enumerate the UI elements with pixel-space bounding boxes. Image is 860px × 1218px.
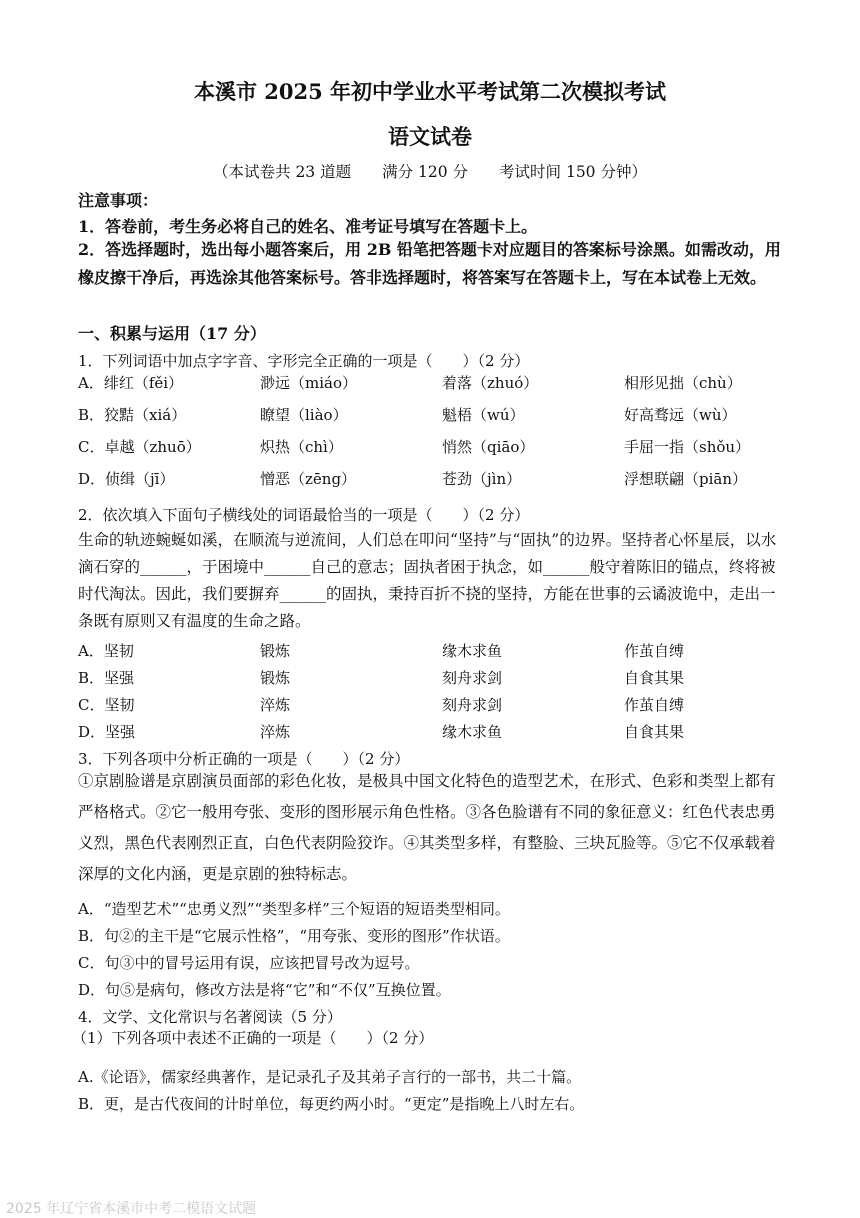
q1-option-d-1: D．侦缉（jī）: [78, 470, 175, 488]
q1-option-c-3: 悄然（qiāo）: [442, 438, 535, 456]
section-heading: 一、积累与运用（17 分）: [78, 324, 266, 343]
exam-title: 本溪市 2025 年初中学业水平考试第二次模拟考试: [193, 79, 667, 104]
question-3-passage: ①京剧脸谱是京剧演员面部的彩色化妆，是极具中国文化特色的造型艺术，在形式、色彩和类型上都有严格格式。②它一般用夸张、变形的图形展示角色性格。③各色脸谱有不同的象征意义：红色代表忠勇义烈，黑色代表刚烈正直，白色代表阴险狡诈。④其类型多样，有整脸、三块瓦脸等。⑤它不仅承载着深厚的文化内涵，更是京剧的独特标志。: [78, 772, 776, 883]
q2-option-a-2: 锻炼: [260, 642, 291, 660]
subject-title: 语文试卷: [388, 124, 472, 149]
q2-option-c-4: 作茧自缚: [624, 696, 685, 714]
q2-option-d-4: 自食其果: [624, 723, 685, 741]
q2-option-c-3: 刻舟求剑: [442, 696, 503, 714]
q1-option-c-4: 手屈一指（shǒu）: [624, 438, 751, 456]
q4-option-b: B．更，是古代夜间的计时单位，每更约两小时。“更定”是指晚上八时左右。: [78, 1095, 585, 1113]
q2-option-b-1: B．坚强: [78, 669, 135, 687]
q2-option-c-1: C．坚韧: [78, 696, 135, 714]
q1-option-b-1: B．狡黠（xiá）: [78, 406, 187, 424]
q2-option-d-3: 缘木求鱼: [442, 723, 503, 741]
q1-option-c-1: C．卓越（zhuō）: [78, 438, 201, 456]
q1-option-d-3: 苍劲（jìn）: [442, 470, 522, 488]
question-4-sub1: （1）下列各项中表述不正确的一项是（ ）（2 分）: [72, 1029, 434, 1047]
q2-option-b-4: 自食其果: [624, 669, 685, 687]
q3-option-c: C．句③中的冒号运用有误，应该把冒号改为逗号。: [78, 954, 420, 972]
notice-heading: 注意事项：: [78, 191, 159, 210]
exam-info: （本试卷共 23 道题 满分 120 分 考试时间 150 分钟）: [213, 163, 647, 181]
q3-option-d: D．句⑤是病句，修改方法是将“它”和“不仅”互换位置。: [78, 981, 451, 999]
question-2-passage: 生命的轨迹蜿蜒如溪，在顺流与逆流间，人们总在叩问“坚持”与“固执”的边界。坚持者心怀星辰，以水滴石穿的______，于困境中______自己的意志；固执者困于执念，如______般守着陈旧的锚点，终将被时代淘汰。因此，我们要摒弃______的固执，秉持百折不挠的坚持，方能在世事的云谲波诡中，走出一条既有原则又有温度的生命之路。: [78, 531, 777, 630]
q1-option-c-2: 炽热（chì）: [260, 438, 343, 456]
notice-item-1: 1．答卷前，考生务必将自己的姓名、准考证号填写在答题卡上。: [78, 217, 538, 236]
q2-option-a-4: 作茧自缚: [624, 642, 685, 660]
q1-option-b-2: 瞭望（liào）: [260, 406, 348, 424]
question-1-stem: 1．下列词语中加点字字音、字形完全正确的一项是（ ）（2 分）: [78, 352, 530, 370]
q2-option-a-1: A．坚韧: [78, 642, 134, 660]
question-4-stem: 4．文学、文化常识与名著阅读（5 分）: [78, 1008, 342, 1026]
question-3-stem: 3．下列各项中分析正确的一项是（ ）（2 分）: [78, 750, 410, 768]
q1-option-a-3: 着落（zhuó）: [442, 374, 539, 392]
q2-option-d-1: D．坚强: [78, 723, 136, 741]
question-2-stem: 2．依次填入下面句子横线处的词语最恰当的一项是（ ）（2 分）: [78, 506, 530, 524]
notice-item-2: 2．答选择题时，选出每小题答案后，用 2B 铅笔把答题卡对应题目的答案标号涂黑。如需改动，用橡皮擦干净后，再选涂其他答案标号。答非选择题时，将答案写在答题卡上，写在本试卷上无效。: [78, 240, 781, 287]
q1-option-b-4: 好高骛远（wù）: [624, 406, 737, 424]
q2-option-b-2: 锻炼: [260, 669, 291, 687]
q1-option-a-2: 渺远（miáo）: [260, 374, 357, 392]
q1-option-b-3: 魁梧（wú）: [442, 406, 525, 424]
q1-option-a-4: 相形见拙（chù）: [624, 374, 742, 392]
q2-option-c-2: 淬炼: [260, 696, 291, 714]
q1-option-a-1: A．绯红（fěi）: [78, 374, 184, 392]
q1-option-d-4: 浮想联翩（piān）: [624, 470, 748, 488]
footer-watermark: 2025 年辽宁省本溪市中考二模语文试题: [6, 1201, 257, 1217]
q2-option-a-3: 缘木求鱼: [442, 642, 503, 660]
q3-option-b: B．句②的主干是“它展示性格”，“用夸张、变形的图形”作状语。: [78, 927, 510, 945]
q2-option-d-2: 淬炼: [260, 723, 291, 741]
q4-option-a: A.《论语》，儒家经典著作，是记录孔子及其弟子言行的一部书，共二十篇。: [78, 1068, 582, 1086]
q1-option-d-2: 憎恶（zēng）: [260, 470, 357, 488]
q2-option-b-3: 刻舟求剑: [442, 669, 503, 687]
q3-option-a: A．“造型艺术”“忠勇义烈”“类型多样”三个短语的短语类型相同。: [78, 900, 510, 918]
